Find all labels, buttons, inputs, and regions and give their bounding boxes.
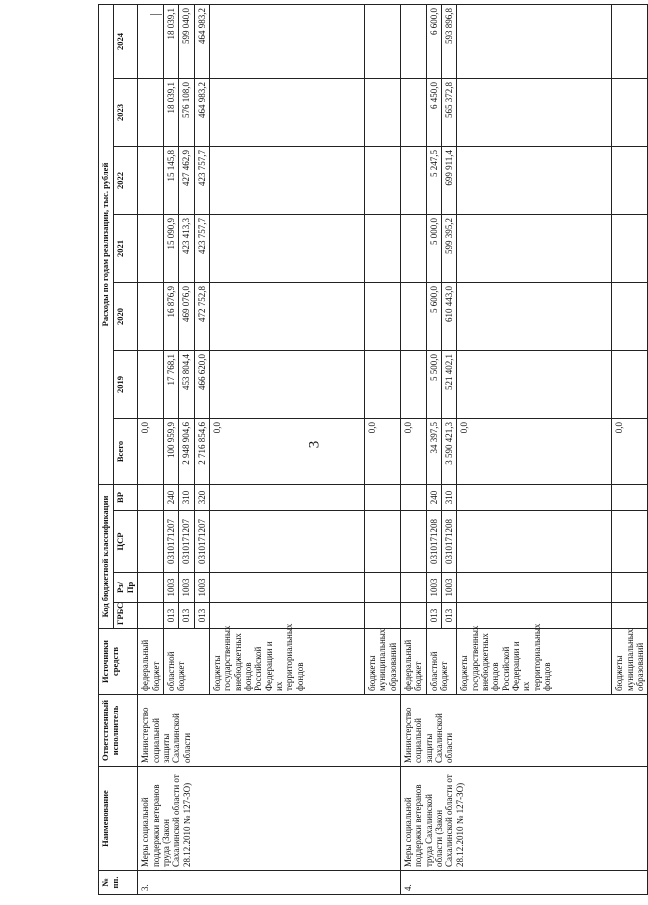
year-cell: [401, 351, 427, 419]
source-cell: областной бюджет: [426, 629, 457, 695]
rz-pr-cell: [210, 573, 365, 603]
source-cell: федеральный бюджет: [138, 629, 164, 695]
year-cell: 469 076,0: [179, 283, 194, 351]
year-cell: 576 108,0: [179, 79, 194, 147]
year-cell: [612, 215, 648, 283]
year-cell: [138, 147, 164, 215]
rz-pr-cell: 1003: [163, 573, 178, 603]
rz-pr-cell: 1003: [442, 573, 457, 603]
header-year: 2024: [113, 4, 138, 78]
grbs-cell: [612, 603, 648, 629]
year-cell: 466 620,0: [194, 351, 209, 419]
year-cell: 453 804,4: [179, 351, 194, 419]
header-expenses: Расходы по годам реализации, тыс. рублей: [99, 4, 114, 484]
header-year: 2021: [113, 215, 138, 283]
year-cell: 16 876,9: [163, 283, 178, 351]
year-cell: [210, 215, 365, 283]
year-cell: [457, 4, 612, 78]
vr-cell: 310: [179, 485, 194, 511]
csr-cell: 0310171208: [442, 511, 457, 573]
total-cell: 0,0: [138, 419, 164, 485]
grbs-cell: 013: [179, 603, 194, 629]
item-no: 3.: [138, 871, 401, 895]
grbs-cell: 013: [194, 603, 209, 629]
header-year: 2020: [113, 283, 138, 351]
total-cell: 2 948 904,6: [179, 419, 194, 485]
item-executor: Министерство социальной защиты Сахалинской области: [401, 695, 648, 767]
rz-pr-cell: 1003: [179, 573, 194, 603]
header-year: 2022: [113, 147, 138, 215]
total-cell: 0,0: [210, 419, 365, 485]
year-cell: 6 450,0: [426, 79, 441, 147]
year-cell: 599 395,2: [442, 215, 457, 283]
vr-cell: [401, 485, 427, 511]
year-cell: [210, 283, 365, 351]
total-cell: 3 590 421,3: [442, 419, 457, 485]
csr-cell: [365, 511, 401, 573]
item-name: Меры социальной поддержки ветеранов труда Сахалинской области (Закон Сахалинской области от 28.12.2010 № 127-ЗО): [401, 767, 648, 871]
rz-pr-cell: [401, 573, 427, 603]
year-cell: [612, 147, 648, 215]
year-cell: [457, 147, 612, 215]
header-total: Всего: [113, 419, 138, 485]
table-row: [138, 4, 164, 894]
grbs-cell: 013: [163, 603, 178, 629]
year-cell: [401, 147, 427, 215]
year-cell: [210, 79, 365, 147]
year-cell: 610 443,0: [442, 283, 457, 351]
total-cell: 100 959,9: [163, 419, 178, 485]
grbs-cell: 013: [426, 603, 441, 629]
grbs-cell: [138, 603, 164, 629]
csr-cell: 0310171207: [163, 511, 178, 573]
csr-cell: [612, 511, 648, 573]
rz-pr-cell: 1003: [426, 573, 441, 603]
csr-cell: [210, 511, 365, 573]
year-cell: [138, 215, 164, 283]
year-cell: [401, 215, 427, 283]
grbs-cell: [365, 603, 401, 629]
header-vr: ВР: [113, 485, 138, 511]
csr-cell: [457, 511, 612, 573]
vr-cell: [457, 485, 612, 511]
item-no: 4.: [401, 871, 648, 895]
header-rz-pr: Рз/ Пр: [113, 573, 138, 603]
year-cell: 6 600,0: [426, 4, 441, 78]
year-cell: [401, 79, 427, 147]
source-cell: областной бюджет: [163, 629, 209, 695]
year-cell: 5 247,5: [426, 147, 441, 215]
year-cell: 521 402,1: [442, 351, 457, 419]
csr-cell: [401, 511, 427, 573]
year-cell: 17 768,1: [163, 351, 178, 419]
rz-pr-cell: [612, 573, 648, 603]
header-year: 2019: [113, 351, 138, 419]
item-name: Меры социальной поддержки ветеранов труда (Закон Сахалинской области от 28.12.2010 № 127-ЗО): [138, 767, 401, 871]
grbs-cell: 013: [442, 603, 457, 629]
header-executor: Ответственный исполнитель: [99, 695, 138, 767]
year-cell: 423 757,7: [194, 215, 209, 283]
year-cell: 472 752,8: [194, 283, 209, 351]
header-grbs: ГРБС: [113, 603, 138, 629]
source-cell: бюджеты государственных внебюджетных фондов Российской Федерации и их территориальных фондов: [210, 629, 365, 695]
year-cell: 565 372,8: [442, 79, 457, 147]
year-cell: [365, 351, 401, 419]
vr-cell: 320: [194, 485, 209, 511]
total-cell: 0,0: [365, 419, 401, 485]
year-cell: [138, 4, 164, 78]
vr-cell: [365, 485, 401, 511]
year-cell: [210, 147, 365, 215]
header-sources: Источники средств: [99, 629, 138, 695]
year-cell: [612, 79, 648, 147]
year-cell: 5 000,0: [426, 215, 441, 283]
year-cell: [138, 351, 164, 419]
year-cell: 699 911,4: [442, 147, 457, 215]
year-cell: [457, 351, 612, 419]
rotated-table-wrapper: [98, 5, 646, 895]
rz-pr-cell: [457, 573, 612, 603]
year-cell: [612, 283, 648, 351]
year-cell: 593 896,8: [442, 4, 457, 78]
rz-pr-cell: [138, 573, 164, 603]
year-cell: [612, 4, 648, 78]
table-row: [401, 4, 427, 894]
year-cell: [138, 283, 164, 351]
header-no: № пп.: [99, 871, 138, 895]
year-cell: 423 757,7: [194, 147, 209, 215]
year-cell: 427 462,9: [179, 147, 194, 215]
year-cell: [401, 4, 427, 78]
year-cell: 464 983,2: [194, 4, 209, 78]
item-executor: Министерство социальной защиты Сахалинской области: [138, 695, 401, 767]
source-cell: бюджеты государственных внебюджетных фондов Российской Федерации и их территориальных фондов: [457, 629, 612, 695]
year-cell: [365, 4, 401, 78]
source-cell: бюджеты муниципальных образований: [365, 629, 401, 695]
year-cell: [365, 215, 401, 283]
year-cell: 599 040,0: [179, 4, 194, 78]
vr-cell: [210, 485, 365, 511]
year-cell: [210, 4, 365, 78]
year-cell: [365, 283, 401, 351]
grbs-cell: [401, 603, 427, 629]
header-name: Наименование: [99, 767, 138, 871]
header-csr: ЦСР: [113, 511, 138, 573]
year-cell: 15 090,9: [163, 215, 178, 283]
vr-cell: [612, 485, 648, 511]
total-cell: 0,0: [457, 419, 612, 485]
source-cell: бюджеты муниципальных образований: [612, 629, 648, 695]
total-cell: 0,0: [612, 419, 648, 485]
total-cell: 0,0: [401, 419, 427, 485]
year-cell: 5 600,0: [426, 283, 441, 351]
vr-cell: 310: [442, 485, 457, 511]
vr-cell: 240: [426, 485, 441, 511]
rz-pr-cell: [365, 573, 401, 603]
vr-cell: [138, 485, 164, 511]
year-cell: 423 413,3: [179, 215, 194, 283]
total-cell: 2 716 854,6: [194, 419, 209, 485]
page-number: 3: [306, 440, 323, 449]
csr-cell: 0310171208: [426, 511, 441, 573]
year-cell: 15 145,8: [163, 147, 178, 215]
csr-cell: 0310171207: [194, 511, 209, 573]
year-cell: 464 983,2: [194, 79, 209, 147]
budget-table: [98, 4, 648, 895]
csr-cell: [138, 511, 164, 573]
total-cell: 34 397,5: [426, 419, 441, 485]
year-cell: 5 500,0: [426, 351, 441, 419]
year-cell: [457, 215, 612, 283]
year-cell: [612, 351, 648, 419]
year-cell: [365, 147, 401, 215]
year-cell: [365, 79, 401, 147]
year-cell: [457, 79, 612, 147]
header-kbk: Код бюджетной классификации: [99, 485, 114, 629]
year-cell: [457, 283, 612, 351]
year-cell: [138, 79, 164, 147]
year-cell: 18 039,1: [163, 4, 178, 78]
header-year: 2023: [113, 79, 138, 147]
vr-cell: 240: [163, 485, 178, 511]
year-cell: [401, 283, 427, 351]
csr-cell: 0310171207: [179, 511, 194, 573]
rz-pr-cell: 1003: [194, 573, 209, 603]
source-cell: федеральный бюджет: [401, 629, 427, 695]
year-cell: [210, 351, 365, 419]
year-cell: 18 039,1: [163, 79, 178, 147]
